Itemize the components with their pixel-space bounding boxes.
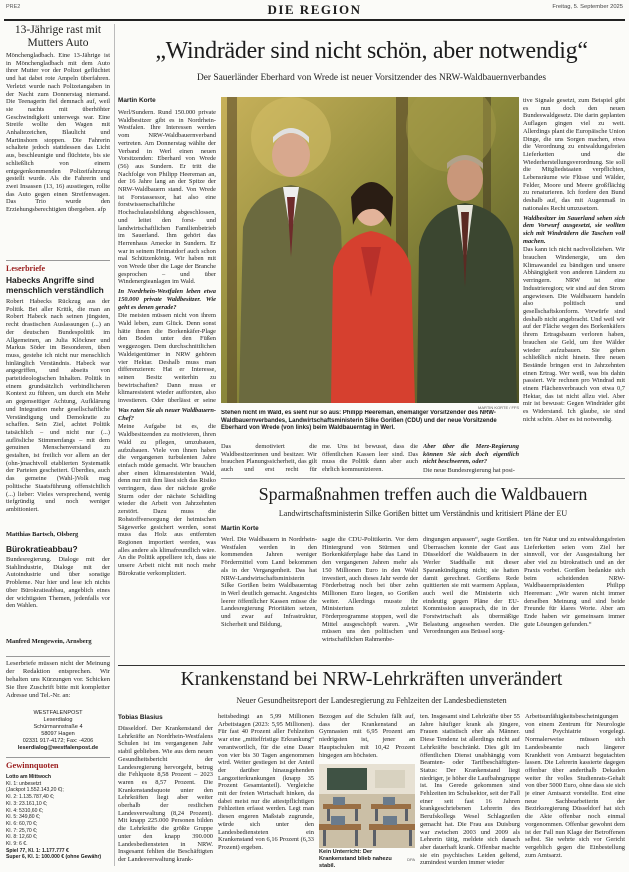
email-link[interactable]: leserdialog@westfalenpost.de (17, 745, 99, 751)
main-col4-text: tive Signale gesetzt, zum Beispiel gibt es nun doch den neuen Bundeswaldgesetz. Die darin geplanten Auflagen gingen viel zu weit. Allerdings plant die Europäische Union Dinge, die uns Sorgen machen, etwa die Verordnung zu entwaldungsfreien Lieferketten und die Wiederherstellungsverordnung. Sie soll die Mitgliedstaaten verpflichten, Lebensräume wie Flüsse und Wälder, Felder, Moore und Meere großflächig zu renaturieren. Ich fordere den Bund deshalb auf, das mit Augenmaß in nationales Recht umzusetzen. (523, 97, 625, 212)
buerokratie-text: Bundesregierung. Dialoge mit der Stahlindustrie, Dialoge mit der Autoindustrie und über sonstige Probleme. Nur hier und lese ich nichts über Bürokratieabbau, angeblich eines der wichtigsten Themen, jedenfalls vor den Wahlen. (6, 556, 110, 610)
main-question-4: Aber über die Merz-Regierung können Sie sich doch eigentlich nicht beschweren, oder? (423, 443, 519, 466)
spar-col1: Werl. Die Waldbauern in Nordrhein-Westfalen werden in den kommenden Jahren weniger Fördermittel vom Land bekommen als in der Vergangenheit. Das hat NRW-Landwirtschaftsministerin Silke Gorißen beim Waldbauerntag in Werl deutlich gemacht. Angesichts leerer öffentlicher Kassen müsse die Landesregierung Prioritäten setzen, und zwar auf Infrastruktur, Sicherheit und Bildung, (221, 536, 317, 628)
divider-leserbriefe (6, 260, 110, 261)
main-answer-3: Das kann ich nicht nachvollziehen. Wir brauchen Windenergie, um den Klimawandel zu bändigen und unsere Abhängigkeit von anderen Ländern zu verringern. NRW ist eine Industrieregion; wir sind auf den Strom angewiesen. Die Waldbauern handeln also politisch und gesellschaftskonform. Vorwürfe sind deshalb nicht angebracht. Und weil wir auf der Fläche wegen des Borkenkäfers ihrem Ertragsbaum verloren haben, brauchen sie Geld, um ihre Wälder wieder aufzubauen. Sie gehen schließlich nicht hinein. Ihre neuen Bestände bringen erst in Jahrzehnten einen Ertrag. Wer weiß, was bis dahin passiert. Wir rechnen pro Windrad mit einem Flächenverbrauch von etwa 0,7 Hektar, das ist nicht allzu viel. Aber mir ist bewusst: Gegen Windräder gibt es Widerstand. Ich glaube, sie sind nicht schön. Aber es ist notwendig. (523, 246, 625, 423)
main-subhead: Der Sauerländer Eberhard von Wrede ist neuer Vorsitzender des NRW-Waldbauernverbandes (197, 73, 546, 83)
krank-col2: heitsbedingt an 5,99 Millionen Arbeitstagen (2023: 5,95 Millionen). Für fast 40 Prozent aller Fehlzeiten war eine „mittelfristige Erkrankung“ verantwortlich, für die eine Dauer von vier bis 30 Tagen angenommen wird. Weiter gestiegen ist der Anteil der darüber hinausgehenden Langzeiterkrankungen (knapp 35 Prozent Gesamtanteil). Vergleiche mit der freien Wirtschaft hinken, da dabei meist nur die attestpflichtigen Fehlzeiten erfasst werden. Legt man diesen engeren Maßstab zugrunde, würde sich unter den Landesbediensteten ein Krankenstand von 6,16 Prozent (6,33 Prozent) ergeben. (218, 713, 314, 851)
classroom-caption: Kein Unterricht: Der Krankenstand blieb nahezu stabil. (319, 849, 392, 869)
krank-col1: Düsseldorf. Der Krankenstand der Lehrkräfte an Nordrhein-Westfalens Schulen ist im vergangenen Jahr stabil geblieben. Wie aus dem neuen Gesundheitsbericht der Landesregierung hervorgeht, betrug die Fehlquote 8,58 Prozent – 2023 waren es 8,57 Prozent. Die Krankenstandsquote unter den Lehrkräften liegt aber weiter oberhalb der restlichen Landesverwaltung (8,24 Prozent). Mit knapp 225.000 Personen bilden die Lehrkräfte die größte Gruppe unter den knapp 390.000 Landesbediensteten in NRW. Insgesamt fehlten die Beschäftigten der Landesverwaltung krank- (118, 725, 213, 863)
spar-subhead: Landwirtschaftsministerin Silke Gorißen bittet um Verständnis und kritisiert Pläne der EU (278, 509, 568, 518)
lotto-block (6, 774, 114, 861)
main-bottom-col2: Das demotiviert die Waldbesitzerinnen und besitzer. Wir brauchen Planungssicherheit, das gilt auch und erst recht für (221, 443, 317, 473)
divider-spar (221, 478, 625, 479)
lotto-line: (Jackpot 1.552.143,20 €); (6, 787, 64, 794)
address-line: 02331 917-4172; Fax: -4206 (22, 738, 94, 744)
krank-subhead: Neuer Gesundheitsreport der Landesregierung zu Fehlzeiten der Landesbediensteten (236, 696, 507, 705)
divider-notice (6, 656, 110, 657)
leserbriefe-kicker: Leserbriefe (6, 264, 46, 273)
main-question-2: Was raten Sie als neuer Waldbauern-Chef? (118, 407, 216, 422)
address-line: WESTFALENPOST (33, 710, 83, 716)
divider-lotto (6, 757, 110, 758)
main-col1-cont (118, 407, 216, 697)
lotto-line: Kl. 5: 349,80 €; (6, 814, 41, 821)
spar-headline: Sparmaßnahmen treffen auch die Waldbauern (258, 484, 588, 504)
lotto-line: Kl. 3: 23.161,10 €; (6, 800, 48, 807)
lotto-line: Kl. 4: 5310,60 €; (6, 807, 44, 814)
lotto-line: Kl. 7: 25,70 €; (6, 827, 38, 834)
lotto-line: Super 6, Kl. 1: 100.000 € (ohne Gewähr) (6, 854, 102, 861)
buerokratie-title: Bürokratieabbau? (6, 544, 78, 554)
main-intro: Werl/Sundern. Rund 150.000 private Waldbesitzer gibt es in Nordrhein-Westfalen. Ihre Interessen werden vom NRW-Waldbauernverband vertreten. Am Donnerstag wählte der Verband in Werl einen neuen Vorsitzenden: Eberhard von Wrede (56) aus Sundern. Er tritt die Nachfolge von Philipp Heereman an, der 16 Jahre lang an der Spitze der NRW-Waldbauern stand. Von Wrede ist Forstassessor, hat also eine forstwissenschaftliche Hochschulausbildung abgeschlossen, und leitet den forst- und landwirtschaftlichen Familienbetrieb im Sauerland. Ihm gehört das Herrenhaus Amecke in Sundern. Er war in seinem Heimatdorf auch schon mal Schützenkönig. Wir haben mit von Wrede über die Lage der Branche gesprochen – und über Windenergieanlagen im Wald. (118, 109, 216, 286)
lotto-subtitle: Lotto am Mittwoch (6, 774, 51, 780)
story-13-jaehrige-title: 13-Jährige rast mit Mutters Auto (14, 24, 102, 49)
main-bottom-col4-text: Die neue Bundesregierung hat posi- (423, 467, 515, 475)
editorial-address (6, 710, 110, 752)
header-rule (4, 19, 625, 21)
lotto-line: Kl. 9: 6 €. (6, 841, 28, 848)
classroom-credit: DPA (407, 857, 415, 862)
main-col1 (118, 109, 216, 405)
page-label: PRE2 (6, 4, 21, 10)
main-photo (221, 97, 519, 403)
classroom-photo (319, 764, 415, 848)
krank-headline: Krankenstand bei NRW-Lehrkräften unverändert (180, 669, 563, 690)
habeck-title: Habecks Angriffe sind menschlich verständlich (6, 276, 104, 295)
page-date: Freitag, 5. September 2025 (552, 4, 623, 10)
lotto-line: Kl. 6: 60,70 €; (6, 820, 38, 827)
main-bottom-col3: me. Uns ist bewusst, dass die öffentlichen Kassen leer sind. Das muss die Politik dann aber auch ehrlich kommunizieren. (322, 443, 418, 473)
divider-krank (118, 665, 625, 666)
classroom-photo-illustration (319, 764, 415, 848)
spar-col2: sagte die CDU-Politikerin. Vor dem Hintergrund von Stürmen und Borkenkäferplage habe das Land in den vergangenen Jahren mehr als 150 Millionen Euro in den Wald investiert, auch dieses Jahr werde der Förderbetrag noch bei über zehn Millionen Euro liegen, so Gorißen weiter. Allerdings musste ihr Ministerium zuletzt Förderprogramme stoppen, weil die Mittel ausgeschöpft waren. „Wir müssen uns den politischen und wirtschaftlichen Rahmenbe- (322, 536, 418, 644)
main-col4 (523, 97, 625, 449)
address-line: Schürmannstraße 4 (33, 724, 83, 730)
krank-col3: Bezogen auf die Schulen fällt auf, dass der Krankenstand an Gymnasien mit 6,95 Prozent am niedrigsten ist, jener an Hauptschulen mit 10,42 Prozent hingegen am höchsten. (319, 713, 415, 759)
habeck-author: Matthias Bartsch, Olsberg (6, 531, 79, 538)
spar-col4: ten für Natur und zu entwaldungsfreien Lieferketten seien vom Ziel her sinnvoll, vor der Ausgestaltung her aber viel zu bürokratisch und an der Praxis vorbei. Gorißen bedankte sich beim scheidenden NRW-Waldbauernpräsidenten Philipp Heereman: „Wir waren nicht immer derselben Meinung und sind beide Freunde für klares Worte. Aber am Ende haben wir gemeinsam immer gute Lösungen gefunden.“ (524, 536, 625, 628)
lotto-line: Kl. 2: 1.135.787,40 €; (6, 794, 55, 801)
main-answer-2: Meine Aufgabe ist es, die Waldbesitzenden zu motivieren, ihren Wald zu pflegen, umzubauen, aufzubauen. Viele von ihnen haben die vergangenen turbulenten Jahre einfach müde gemacht. Wir brauchen aber einen klimaresistenten Wald, denn nur mit ihm lässt sich das Risiko verringern, dass der nächste große Sturm oder der nächste Schädling wieder die Arbeit von Jahrzehnten zerstört. Dazu muss die Rohstoffversorgung der heimischen Sägewerke gesichert werden, sonst muss das Holz aus entfernten Regionen importiert werden, was alles andere als klimafreundlich wäre. An die Politik appelliere ich, dass sie unsere Arbeit nicht mit noch mehr Bürokratie verkompliziert. (118, 423, 216, 577)
main-bottom-col4 (423, 443, 519, 475)
krank-author: Tobias Blasius (118, 714, 163, 721)
lotto-line: Kl. 1: unbesetzt (6, 780, 42, 787)
address-line: 58097 Hagen (41, 731, 75, 737)
forest-photo-illustration (221, 97, 519, 403)
section-title: DIE REGION (267, 2, 362, 17)
main-question-3: Waldbesitzer im Sauerland sehen sich dem Vorwurf ausgesetzt, sie wollten sich mit Windrädern die Taschen voll machen. (523, 214, 625, 245)
photo-credit: MARTIN KORTE / FFS (478, 405, 519, 410)
main-headline: „Windräder sind nicht schön, aber notwendig“ (155, 38, 588, 64)
photo-caption: Stehen nicht im Wald, es sieht nur so aus: Philipp Heereman, ehemaliger Vorsitzender des NRW-Waldbauernverbandes, Landwirtschaftsministerin Silke Gorißen (CDU) und der neue Vorsitzende Eberhard von Wrede (von links) beim Waldbauerntag in Werl. (221, 410, 497, 431)
lotto-line: Spiel 77, Kl. 1: 1.177.777 € (6, 847, 69, 854)
habeck-text: Robert Habecks Rückzug aus der Politik. Bei aller Kritik, die man an Robert Habeck nach seinen jüngsten, recht drastischen Auslassungen (...) an der deutschen Bundespolitik im Allgemeinen, an Julia Klöckner und Markus Söder im Besonderen, üben muss, gestehe ich nicht nur menschlich hinlänglich Verständnis. Habeck war angegriffen, und abseits von parteiideologischen Inhalten. Politik in einem grundsätzlich verbindlicheren Kontext zu führen, um durch ein Mehr an gegenseitiger Achtung, Aufklärung und Integration mehr gesellschaftliche Verständigung und Demokratie zu schaffen. Sein Ziel, achtet Politik tatsächlich – und nicht nur (...) auflösliche Stimmenfangs – mit dem genuinen Menschenverstand zu gestalten, ist freilich vor allem an der (ohn-)machtvoll etablierten Systematik der Parteien gescheitert. Überdies, auch das gemeine (Wahl-)Volk mag politische Staatsführung offensichtlich (...) lieber: Vieles versprechend, wenig tiefgründig und noch weniger ambitioniert. (6, 298, 110, 513)
main-answer-1: Die meisten müssen nicht von ihrem Wald leben, zum Glück. Denn sonst hätte ihnen die Borkenkäfer-Plage den Boden unter den Füßen weggezogen. Dem durchschnittlichen Waldeigentümer in NRW gehören vier Hektar. Deshalb muss man differenzieren: Hat er Interesse, seinen Besitz weiterhin zu bewirtschaften? Dann muss er klimaresistent wieder aufforsten, also investieren. Oder überlässt er seine (118, 312, 216, 405)
left-column-divider (114, 24, 115, 866)
leserbrief-notice: Leserbriefe müssen nicht der Meinung der Redaktion entsprechen. Wir behalten uns Kürzungen vor. Schicken Sie Ihre Zuschrift bitte mit kompletter Adresse und Tel.-Nr. an: (6, 660, 110, 699)
lotto-line: Kl. 8: 12,60 €; (6, 834, 38, 841)
spar-col3: dingungen anpassen“, sagte Gorißen. Überraschen konnte der Gast aus Düsseldorf die Waldbauern in der Werler Stadthalle mit dieser Sparankündigung nicht; sie hatten damit gerechnet. Gorißens Rede quittierten sie mit warmem Applaus, auch weil die Ministerin sich eindeutig gegen Pläne der EU-Kommission aussprach, die in der Forstwirtschaft als übermäßige Belastung angesehen werden. Die Verordnungen aus Brüssel sorg- (423, 536, 519, 636)
story-13-jaehrige-text: Mönchengladbach. Eine 13-Jährige ist in Mönchengladbach mit dem Auto ihrer Mutter vor der Polizei geflüchtet und hat dabei rote Ampeln überfahren. Verletzt wurde nach Polizeiangaben in der Nacht zum Donnerstag niemand. Die Teenagerin fiel demnach auf, weil sie nachts mit überhöhter Geschwindigkeit unterwegs war. Eine Streife wollte den Wagen mit Anhaltezeichen, Blaulicht und Martinshorn stoppen. Die Fahrerin schaltete jedoch stattdessen das Licht aus, beschleunigte und flüchtete, bis sie schließlich von einem entgegenkommenden Polizeifahrzeug gestellt wurde. Als die Fahrerin und zwei Insassen (13, 16) ausstiegen, rollte das Auto gegen einen Streifenwagen. Das Trio wurde den Erziehungsberechtigten übergeben. afp (6, 52, 110, 214)
main-author: Martin Korte (118, 97, 156, 104)
buerokratie-author: Manfred Mengewein, Arnsberg (6, 638, 92, 645)
main-question-1: In Nordrhein-Westfalen leben etwa 150.000 private Waldbesitzer. Wie geht es denen gerade? (118, 288, 216, 311)
krank-col5: Arbeitsunfähigkeitsbescheinigungen von einem Zentrum für Neurologie und Psychiatrie vorgelegt. Normalerweise müssen sich Landesbeamte nach längerer Krankheit von Amtsarzt begutachten lassen. Die Lehrerin kassierte dagegen offenbar über anderthalb Dekaden weiter ihr volles Studienrats-Gehalt von über 5000 Euro, ohne dass sie sich je einer Amtsarzt vorstellte. Erst eine neue Sachbearbeiterin der Bezirksregierung Düsseldorf hat sich die Akte offenbar noch einmal vorgenommen. Offenbar gewohnt dem ist der Fall nun Klage der Betroffenen selbst. Sie wehrte sich vor Gericht vergeblich gegen die Einbestellung zum Amtsarzt. (525, 713, 625, 859)
krank-col4: ten. Insgesamt sind Lehrkräfte über 55 Jahre häufiger krank als jüngere, Frauen statistisch eher als Männer. Diese Tendenz ist allerdings nicht auf Lehrkräfte beschränkt. Dies gilt im öffentlichen Dienst unabhängig vom Beamten- oder Tarifbeschäftigten-Status: Der Krankenstand liegt niedriger, je höher die Laufbahngruppe ist. Ins Gerede gekommen sind Fehlzeiten im Schulsektor, seit der Fall einer seit fast 16 Jahren krankgeschriebenen Lehrerin des Berufskollegs Wesel Schlagzeilen gemacht hat. Die Frau aus Duisburg war zwischen 2003 und 2009 als Lehrerin tätig, meldete sich danach aber dauerhaft krank. Offenbar machte sie ein psychisches Leiden geltend, zumindest wurden immer wieder (420, 713, 520, 867)
address-line: Leserdialog (43, 717, 73, 723)
spar-author: Martin Korte (221, 525, 259, 532)
lotto-title: Gewinnquoten (6, 761, 59, 770)
